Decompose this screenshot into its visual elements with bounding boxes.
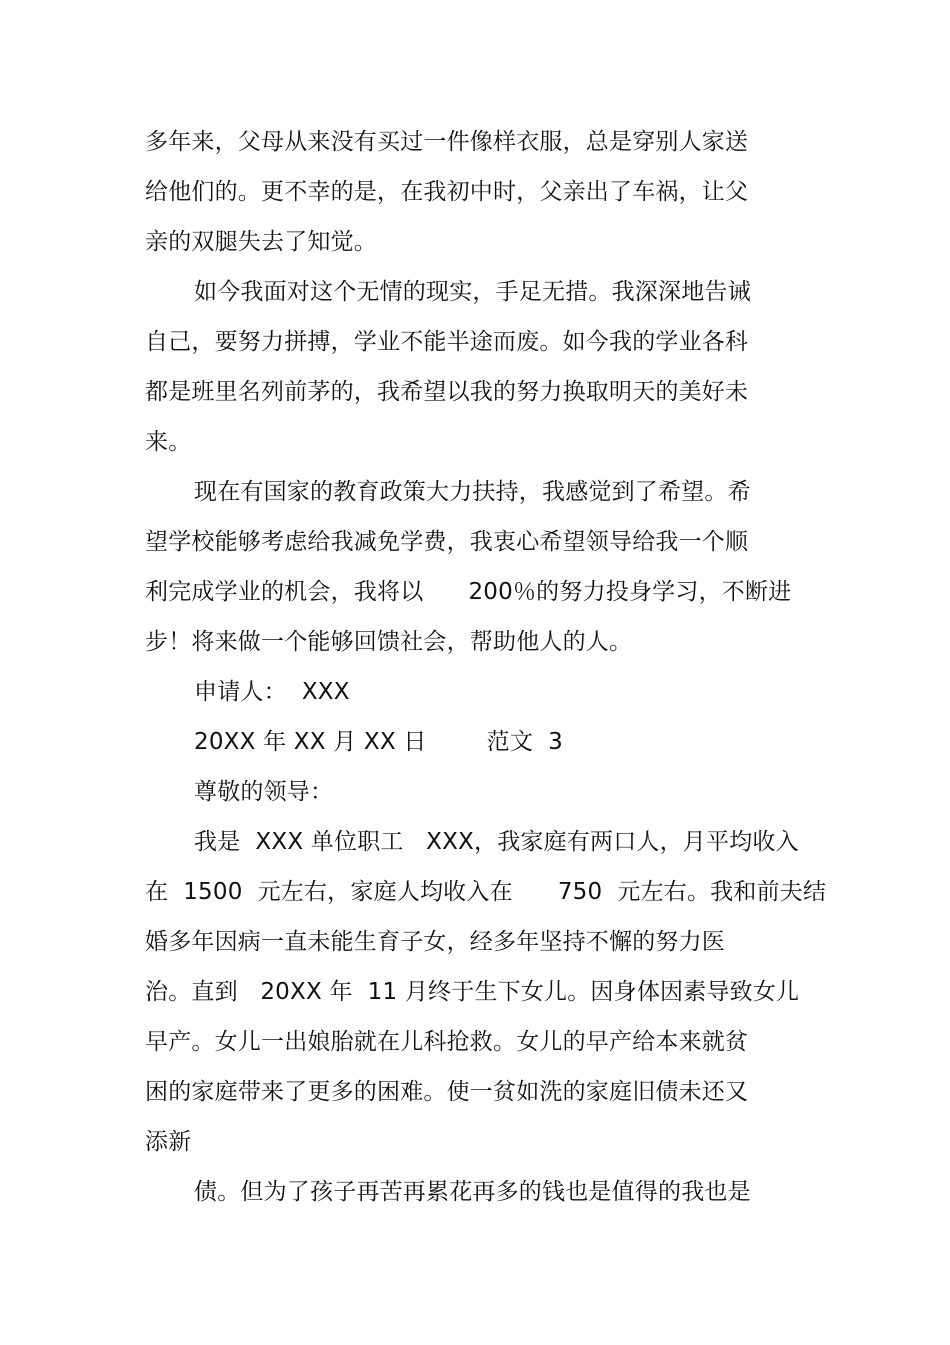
text-line-6: 都是班里名列前茅的，我希望以我的努力换取明天的美好未 xyxy=(145,379,749,405)
applicant-line: 申请人： XXX xyxy=(194,679,350,705)
text-line-7: 来。 xyxy=(145,429,192,455)
text-line-15: 我是 XXX 单位职工 XXX，我家庭有两口人，月平均收入 xyxy=(194,829,799,855)
text-line-8: 现在有国家的教育政策大力扶持，我感觉到了希望。希 xyxy=(194,479,751,505)
date-line: 20XX 年 XX 月 XX 日 范文 3 xyxy=(194,729,563,755)
text-line-9: 望学校能够考虑给我减免学费，我衷心希望领导给我一个顺 xyxy=(145,529,749,555)
text-line-2: 给他们的。更不幸的是，在我初中时，父亲出了车祸，让父 xyxy=(145,179,749,205)
text-line-10: 利完成学业的机会，我将以 200％的努力投身学习，不断进 xyxy=(145,579,792,605)
text-line-20: 困的家庭带来了更多的困难。使一贫如洗的家庭旧债未还又 xyxy=(145,1079,749,1105)
text-line-21: 添新 xyxy=(145,1129,192,1155)
text-line-17: 婚多年因病一直未能生育子女，经多年坚持不懈的努力医 xyxy=(145,929,725,955)
text-line-22: 债。但为了孩子再苦再累花再多的钱也是值得的我也是 xyxy=(194,1179,751,1205)
text-line-3: 亲的双腿失去了知觉。 xyxy=(145,229,377,255)
text-line-19: 早产。女儿一出娘胎就在儿科抢救。女儿的早产给本来就贫 xyxy=(145,1029,749,1055)
salutation-line: 尊敬的领导： xyxy=(194,779,334,805)
text-line-5: 自己，要努力拼搏，学业不能半途而废。如今我的学业各科 xyxy=(145,329,749,355)
text-line-16: 在 1500 元左右，家庭人均收入在 750 元左右。我和前夫结 xyxy=(145,879,827,905)
text-line-18: 治。直到 20XX 年 11 月终于生下女儿。因身体因素导致女儿 xyxy=(145,979,800,1005)
text-line-4: 如今我面对这个无情的现实，手足无措。我深深地告诫 xyxy=(194,279,751,305)
text-line-11: 步！将来做一个能够回馈社会，帮助他人的人。 xyxy=(145,629,633,655)
text-line-1: 多年来，父母从来没有买过一件像样衣服，总是穿别人家送 xyxy=(145,129,749,155)
